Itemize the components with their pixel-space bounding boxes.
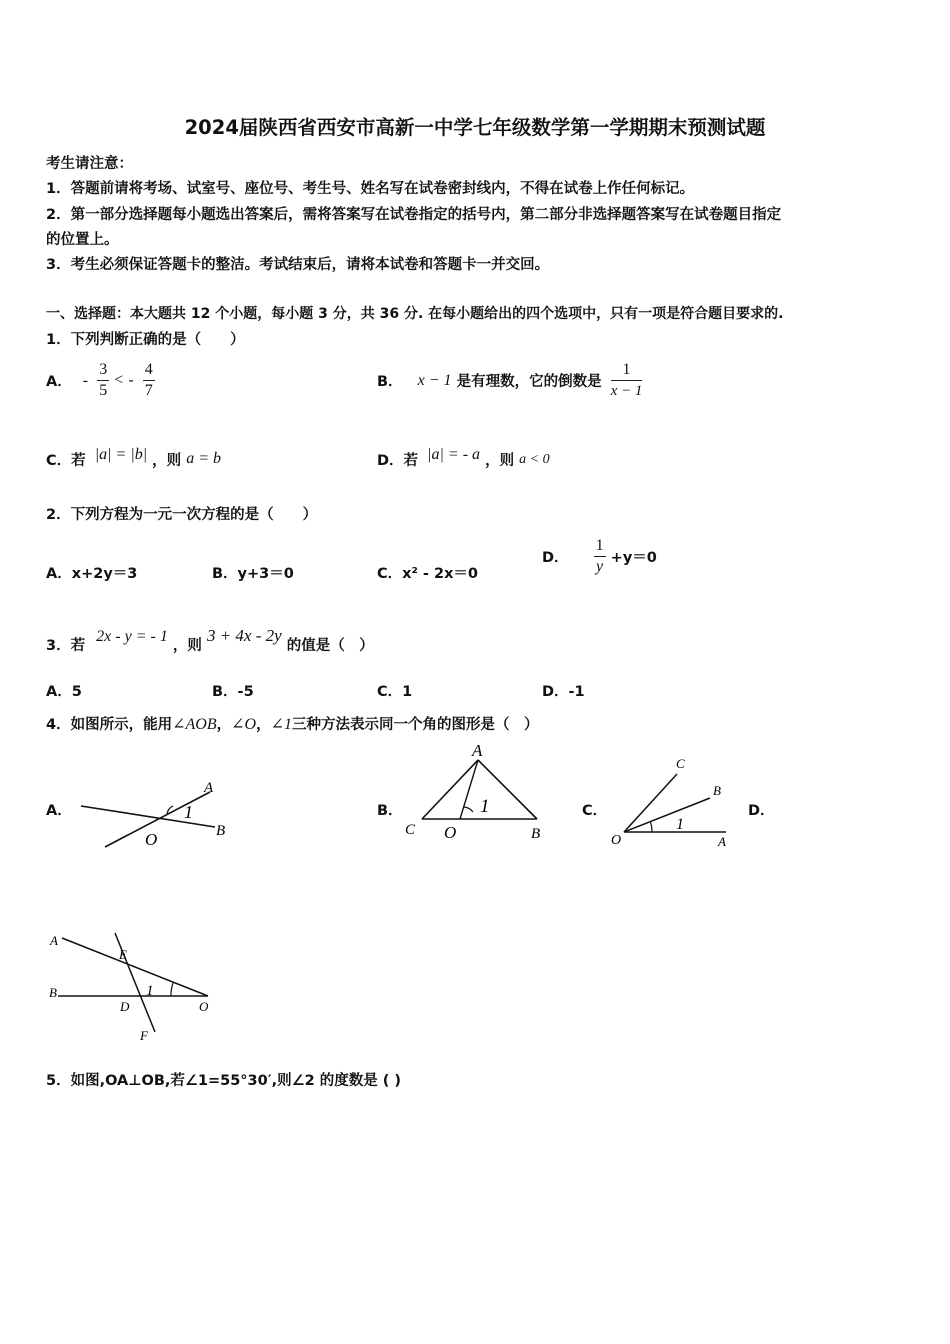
- q1-option-b: [377, 360, 642, 401]
- q1-b-frac-num: 1: [611, 360, 643, 381]
- q4-figure-b: [400, 740, 560, 845]
- q3-post: 的值是（ ）: [286, 638, 374, 654]
- notice-item-2-cont: 的位置上。: [46, 232, 119, 248]
- notice-item-3: 3．考生必须保证答题卡的整洁。考试结束后，请将本试卷和答题卡一并交回。: [46, 257, 550, 273]
- q4-post: 三种方法表示同一个角的图形是（ ）: [291, 717, 539, 733]
- q1-a-frac1-den: 5: [99, 382, 108, 399]
- fig-d-label-b: B: [49, 985, 57, 1000]
- q1-b-frac-den: x − 1: [610, 383, 643, 399]
- q4-m2: ∠O: [231, 716, 257, 733]
- q3-cond: 2x - y = - 1: [96, 628, 168, 645]
- fig-a-label-o: O: [145, 830, 158, 849]
- q3-option-c: C．1: [377, 684, 413, 700]
- q2-d-den: y: [596, 558, 604, 575]
- q3-option-a: A．5: [46, 684, 82, 700]
- q1-a-frac2-den: 7: [144, 382, 153, 399]
- q1-a-lt: <: [114, 371, 124, 389]
- q1-d-label: D．若: [377, 453, 419, 469]
- q1-option-c: [46, 446, 222, 470]
- q2-d-label: D．: [542, 550, 569, 566]
- q1-a-frac2: [143, 360, 155, 401]
- q4-stem: [46, 713, 538, 734]
- q4-figure-d: [40, 925, 230, 1045]
- q4-m1: ∠AOB: [172, 716, 217, 733]
- notice-heading: 考生请注意：: [46, 156, 133, 172]
- q2-option-a: A．x+2y＝3: [46, 566, 138, 582]
- q1-b-label: B．: [377, 374, 403, 390]
- fig-b-angle-arc: [464, 807, 473, 812]
- q2-option-d: [542, 536, 657, 577]
- q1-b-expr: x − 1: [417, 371, 452, 389]
- q1-option-a: [46, 360, 155, 401]
- q2-d-rest: +y＝0: [610, 550, 657, 566]
- q4-option-b: B．: [377, 803, 403, 819]
- fig-c-label-a: A: [718, 834, 726, 849]
- q1-a-frac2-num: 4: [143, 360, 155, 381]
- fig-c-line-ob: [624, 798, 710, 832]
- fig-b-label-1: 1: [480, 796, 490, 817]
- notice-item-1: 1．答题前请将考场、试室号、座位号、考生号、姓名写在试卷密封线内，不得在试卷上作任何标记。: [46, 181, 695, 197]
- q1-b-frac: [611, 360, 643, 401]
- q4-figure-a: [75, 775, 235, 855]
- fig-d-line-ao: [62, 938, 208, 996]
- q2-d-frac: [594, 536, 606, 577]
- q2-stem: 2．下列方程为一元一次方程的是（ ）: [46, 507, 318, 523]
- q1-d-res: a < 0: [519, 452, 550, 467]
- q4-pre: 4．如图所示，能用: [46, 717, 173, 733]
- q4-figure-c: [600, 750, 740, 855]
- q1-c-res: a = b: [186, 450, 222, 467]
- q3-expr: 3 + 4x - 2y: [206, 626, 282, 645]
- fig-c-label-c: C: [676, 756, 685, 771]
- q1-a-frac1-num: 3: [97, 360, 109, 381]
- fig-b-label-c: C: [405, 822, 416, 838]
- fig-c-label-o: O: [611, 833, 622, 848]
- page-title: 2024届陕西省西安市高新一中学七年级数学第一学期期末预测试题: [184, 116, 766, 139]
- q2-d-num: 1: [594, 536, 606, 557]
- fig-c-label-b: B: [713, 783, 721, 798]
- fig-a-label-b: B: [216, 823, 226, 839]
- q1-a-label: A．: [46, 374, 72, 390]
- q1-d-then: ，则: [485, 453, 515, 469]
- fig-d-angle-arc: [171, 983, 173, 996]
- q1-c-then: ，则: [152, 453, 182, 469]
- fig-a-label-a: A: [204, 780, 214, 796]
- q2-c-expr: x² - 2x＝0: [402, 566, 479, 582]
- q1-d-cond: |a| = - a: [427, 446, 481, 463]
- fig-b-label-a: A: [472, 741, 483, 760]
- q4-option-d: D．: [748, 803, 775, 819]
- notice-item-2: 2．第一部分选择题每小题选出答案后，需将答案写在试卷指定的括号内，第二部分非选择题答案写在试卷题目指定: [46, 207, 782, 223]
- q1-a-frac1: [97, 360, 109, 401]
- q1-b-text: 是有理数，它的倒数是: [456, 374, 602, 390]
- fig-b-label-b: B: [531, 826, 541, 842]
- q1-c-cond: |a| = |b|: [94, 446, 148, 463]
- q5-stem: 5．如图,OA⊥OB,若∠1=55°30′,则∠2 的度数是 ( ): [46, 1073, 402, 1089]
- q4-option-a: A．: [46, 803, 72, 819]
- q2-c-label: C．: [377, 566, 403, 582]
- q1-a-minus2: -: [128, 371, 134, 389]
- q4-option-c: C．: [582, 803, 608, 819]
- q1-stem: 1．下列判断正确的是（ ）: [46, 332, 245, 348]
- q4-sep2: ，: [256, 717, 271, 733]
- q4-sep1: ，: [216, 717, 232, 733]
- fig-d-label-a: A: [50, 933, 58, 948]
- fig-b-label-o: O: [444, 823, 457, 842]
- q3-option-b: B．-5: [212, 684, 254, 700]
- q3-mid: ，则: [172, 638, 202, 654]
- fig-a-label-1: 1: [184, 802, 193, 822]
- q3-pre: 3．若: [46, 638, 86, 654]
- fig-a-line-oa: [105, 792, 210, 847]
- q4-m3: ∠1: [270, 716, 292, 733]
- q1-c-label: C．若: [46, 453, 86, 469]
- fig-d-label-1: 1: [146, 983, 154, 999]
- section-heading: 一、选择题：本大题共 12 个小题，每小题 3 分，共 36 分. 在每小题给出的四个选项中，只有一项是符合题目要求的.: [46, 306, 784, 322]
- fig-c-label-1: 1: [676, 816, 684, 833]
- fig-d-label-f: F: [140, 1028, 148, 1043]
- q3-stem: [46, 626, 374, 655]
- fig-d-label-d: D: [120, 999, 130, 1014]
- q2-option-c: [377, 562, 478, 583]
- fig-d-label-e: E: [119, 947, 127, 962]
- fig-d-label-o: O: [199, 999, 209, 1014]
- q2-option-b: B．y+3＝0: [212, 566, 294, 582]
- q3-option-d: D．-1: [542, 684, 585, 700]
- q1-a-minus1: -: [82, 371, 89, 389]
- fig-c-angle-arc: [650, 821, 652, 832]
- q1-option-d: [377, 446, 550, 470]
